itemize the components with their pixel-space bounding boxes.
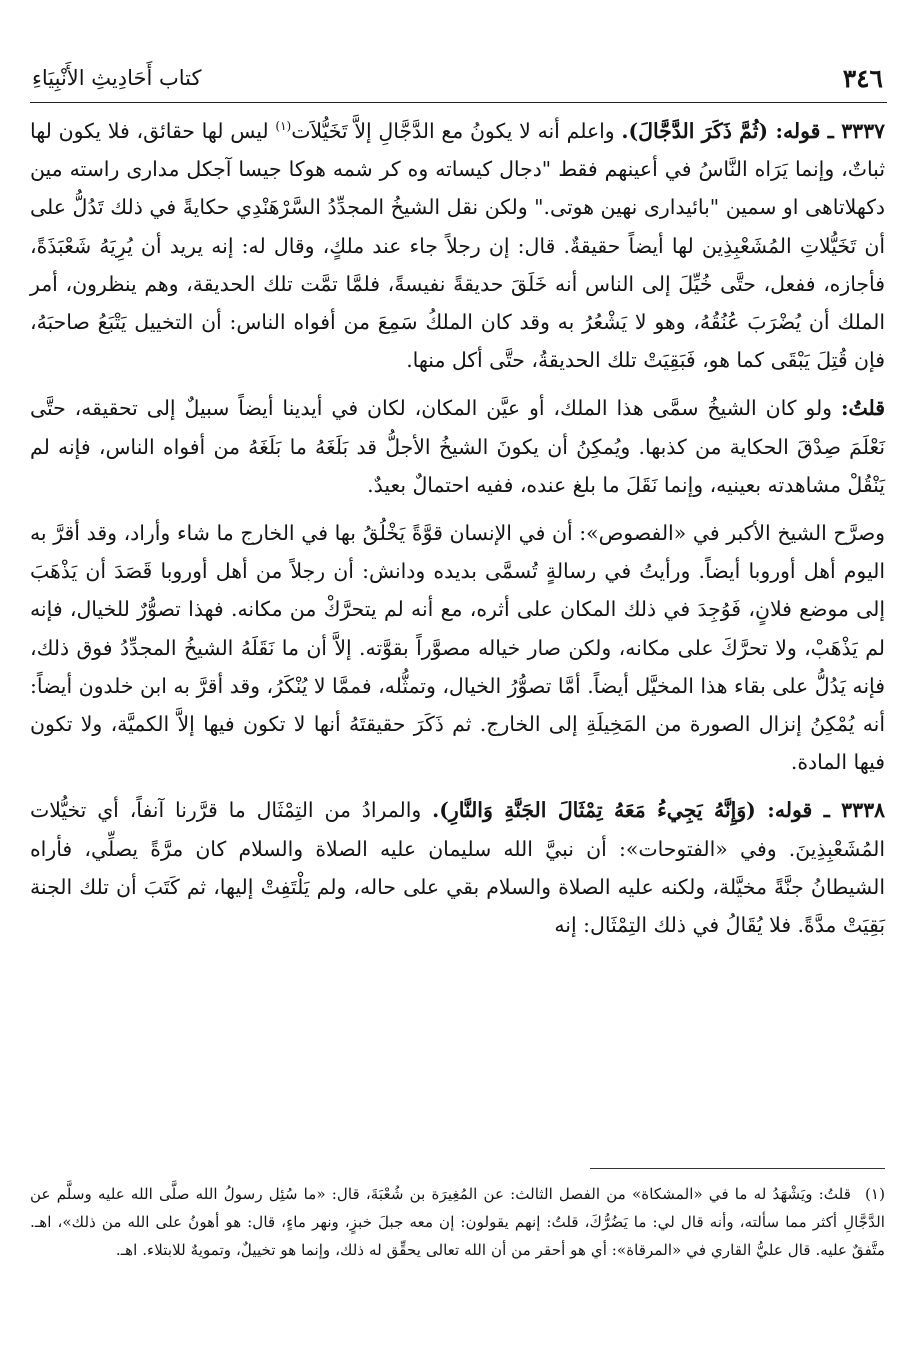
paragraph-3337 bbox=[30, 112, 885, 379]
paragraph-3338 bbox=[30, 791, 885, 944]
footnote-divider bbox=[590, 1168, 885, 1169]
header-divider bbox=[30, 102, 887, 103]
footnote-section bbox=[30, 1180, 885, 1264]
paragraph-text: وصرَّح الشيخ الأكبر في «الفصوص»: أن في الإنسان قوَّةً يَخْلُقُ بها في الخارج ما شاء وأراد، وقد أقرَّ به اليوم أهل أوروبا أيضاً. ورأيتُ في رسالةٍ تُسمَّى بديده ودانش: أن رجلاً من أهل أوروبا قَصَدَ أن يَذْهَبَ إلى موضع فلانٍ، فَوُجِدَ في ذلك المكان على أثره، مع أنه لم يتحرَّكْ من مكانه. فهذا تصوُّرٌ للخيال، فإنه لم يَذْهَبْ، ولا تحرَّكَ على مكانه، ولكن صار خياله مصوَّراً بقوَّته. إلاَّ أن ما نَقَلَهُ الشيخُ المجدِّدُ فوق ذلك، فإنه يَدُلُّ على بقاء هذا المخيَّل أيضاً. أمَّا تصوُّرُ الخيال، وتمثُّله، فممَّا لا يُنْكَرُ، وقد أقرَّ به ابن خلدون أيضاً: أنه يُمْكِنُ إنزال الصورة من المَخِيلَةِ إلى الخارج. ثم ذَكَرَ حقيقتَهُ أنها لا تكون فيها إلاَّ الكميَّة، ولا تكون فيها المادة. bbox=[30, 521, 885, 775]
hadith-lead-3337: ٣٣٣٧ ـ قوله: (ثُمَّ ذَكَرَ الدَّجَّالَ). bbox=[621, 119, 885, 143]
paragraph-text: ولو كان الشيخُ سمَّى هذا الملك، أو عيَّن المكان، لكان في أيدينا أيضاً سبيلٌ إلى تحقيقه، حتَّى نَعْلَمَ صِدْقَ الحكاية من كذبها. ويُمكِنُ أن يكونَ الشيخُ الأجلُّ قد بَلَغَهُ ما بَلَغَهُ من أفواه الناس، فإنه لم يَنْقُلْ مشاهدته بعينيه، وإنما نَقَلَ ما بلغ عنده، ففيه احتمالٌ بعيدٌ. bbox=[30, 396, 885, 497]
hadith-lead-3338: ٣٣٣٨ ـ قوله: (وَإِنَّهُ يَجِيءُ مَعَهُ تِمْثَالَ الجَنَّةِ وَالنَّارِ). bbox=[432, 798, 885, 823]
paragraph-qultu bbox=[30, 389, 885, 504]
paragraph-fusus bbox=[30, 514, 885, 781]
paragraph-text-continued: ليس لها حقائق، فلا يكون لها ثباتٌ، وإنما يَرَاه النَّاسُ في أعينهم فقط "دجال كيساته وه كر شمه هوكا جيسا آجكل مدارى راسته مين دكهلاتاهى او سمين "بائيدارى نهين هوتى." ولكن نقل الشيخُ المجدِّدُ السَّرْهَنْدِي حكايةً في ذلك تَدُلُّ على أن تَخَيُّلاتِ المُشَعْبِذِين لها أيضاً حقيقةٌ. قال: إن رجلاً جاء عند ملكٍ، وقال له: إنه يريد أن يُرِيَهُ شَعْبَذَةً، فأجازه، ففعل، حتَّى خُيِّلَ إلى الناس أنه خَلَقَ حديقةً نفيسةً، فلمَّا تمَّت تلك الحديقة، وهم ينظرون، أمر الملك أن يُضْرَبَ عُنُقُهُ، وهو لا يَشْعُرُ به وقد كان الملكُ سَمِعَ من أفواه الناس: أن التخييل يَتْبَعُ صاحبَهُ، فإن قُتِلَ يَبْقَى كما هو، فَبَقِيَتْ تلك الحديقةُ، حتَّى أكل منها. bbox=[30, 119, 885, 373]
qultu-lead: قلتُ: bbox=[840, 396, 885, 421]
page-number: ٣٤٦ bbox=[842, 63, 883, 93]
paragraph-text: واعلم أنه لا يكونُ مع الدَّجَّالِ إلاَّ تَخَيُّلاَت bbox=[291, 119, 622, 143]
footnote-marker: (١) bbox=[275, 119, 292, 134]
footnote-number: (١) bbox=[864, 1185, 885, 1203]
running-title: كتاب أَحَادِيثِ الأَنْبِيَاءِ bbox=[32, 66, 202, 90]
main-text bbox=[30, 112, 885, 944]
page-header bbox=[32, 58, 883, 98]
paragraph-text: والمرادُ من التِمْثَال ما قرَّرنا آنفاً، أي تخيُّلات المُشَعْبِذِينَ. وفي «الفتوحات»: أن نبيَّ الله سليمان عليه الصلاة والسلام كان مرَّةً يصلِّي، فأراه الشيطانُ جنَّةً مخيَّلة، ولكنه عليه الصلاة والسلام بقي على حاله، ولم يَلْتَفِتْ إليها، ثم كَتَبَ أن تلك الجنة بَقِيَتْ مدَّةً. فلا يُقَالُ في ذلك التِمْثَال: إنه bbox=[30, 798, 885, 938]
footnote-text: قلتُ: ويَشْهَدُ له ما في «المشكاة» من الفصل الثالث: عن المُغِيرَة بن شُعْبَةَ، قال: «ما سُئِل رسولُ الله صلَّى الله عليه وسلَّم عن الدَّجَّالِ أكثر مما سألته، وأنه قال لي: ما يَضُرُّكَ، قلتُ: إنهم يقولون: إن معه جبلَ خبزٍ، ونهر ماءٍ، قال: هو أهونُ على الله من ذلك»، اهـ. متَّفقٌ عليه. قال عليُّ القاري في «المرقاة»: أي هو أحقر من أن الله تعالى يحقِّق له ذلك، وإنما هو تخييلٌ، وتمويهٌ للابتلاء. اهـ. bbox=[30, 1185, 885, 1259]
